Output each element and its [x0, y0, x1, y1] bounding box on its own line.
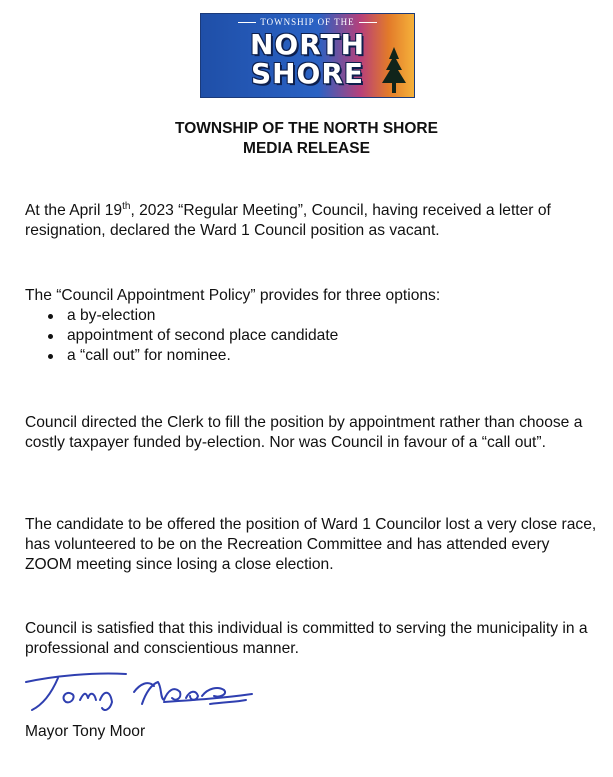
paragraph-candidate: The candidate to be offered the position of Ward 1 Councilor lost a very close race, has volunteered to be on the Recreation Committee and has attended every ZOOM meeting since losing a close election. — [25, 516, 597, 573]
signature-image — [14, 664, 254, 716]
logo-top-text: TOWNSHIP OF THE — [201, 17, 414, 27]
list-item: a “call out” for nominee. — [25, 346, 338, 366]
paragraph-direction: Council directed the Clerk to fill the position by appointment rather than choose a costly taxpayer funded by-election. Nor was Council in favour of a “call out”. — [25, 414, 583, 451]
pine-tree-icon — [377, 45, 411, 95]
list-item: appointment of second place candidate — [25, 326, 338, 346]
options-list — [25, 306, 338, 366]
paragraph-satisfied: Council is satisfied that this individual is committed to serving the municipality in a professional and conscientious manner. — [25, 620, 588, 657]
logo-word-north: NORTH — [249, 28, 366, 61]
release-title: TOWNSHIP OF THE NORTH SHORE — [175, 120, 438, 137]
paragraph-policy: The “Council Appointment Policy” provides for three options: — [25, 287, 441, 304]
paragraph-vacancy: At the April 19th, 2023 “Regular Meeting”, Council, having received a letter of resignation, declared the Ward 1 Council position as vacant. — [25, 200, 551, 239]
list-item: a by-election — [25, 306, 338, 326]
signer-name: Mayor Tony Moor — [25, 723, 146, 740]
logo-word-shore: SHORE — [250, 57, 365, 90]
release-subtitle: MEDIA RELEASE — [243, 140, 370, 157]
township-logo — [200, 13, 415, 98]
